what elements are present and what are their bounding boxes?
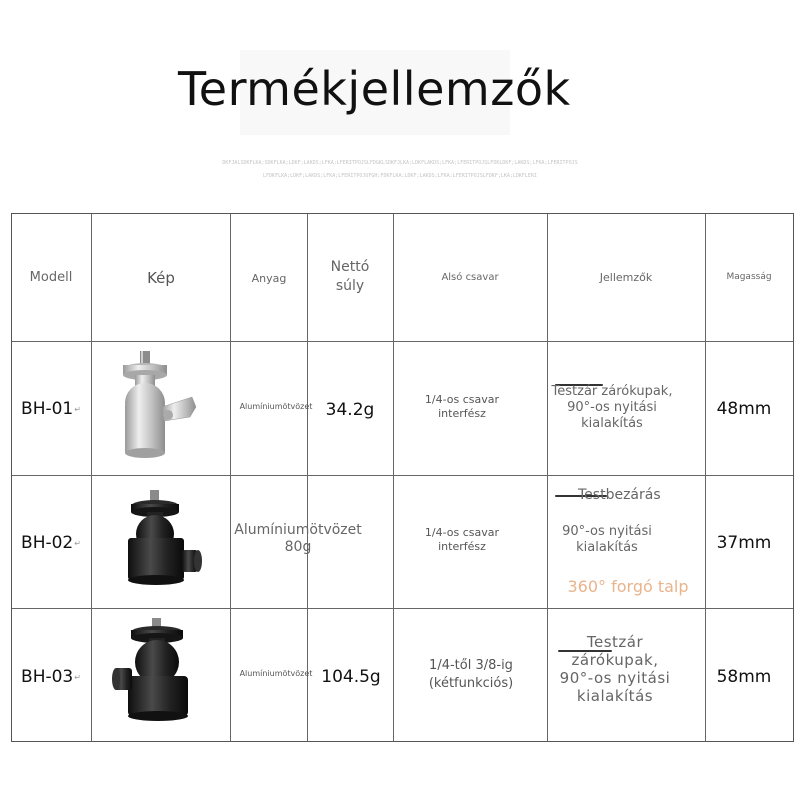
header-material: Anyag	[251, 272, 287, 285]
header-image: Kép	[147, 269, 175, 287]
row1-height: 48mm	[716, 399, 772, 419]
column-divider	[547, 214, 548, 741]
page-title: Termékjellemzők	[178, 62, 571, 116]
row2-features-accent: 360° forgó talp	[567, 577, 689, 596]
row-divider	[12, 341, 793, 342]
column-divider	[705, 214, 706, 741]
row2-features-line2: 90°-os nyitási kialakítás	[562, 524, 652, 555]
ball-head-bh03-image	[110, 612, 220, 740]
row3-features: Testzár zárókupak, 90°-os nyitási kialakítás	[559, 633, 671, 705]
row-divider	[12, 475, 793, 476]
row2-height: 37mm	[716, 533, 772, 553]
subtitle-line-1: DKFJALSDKFLKA;SDKFLKA;LDKF;LAKDS;LFKA;LFERITPOJSLFDGKLSDKFJLKA;LDKFLAKDS;LFKA;LFERITPOJSLFDKLDKF;LAKDS;LFKA;LFERITPOJS	[222, 160, 578, 166]
column-divider	[230, 214, 231, 741]
row1-weight: 34.2g	[325, 400, 375, 420]
row1-screw: 1/4-os csavar interfész	[424, 393, 500, 420]
header-screw: Alsó csavar	[441, 272, 499, 283]
row2-features-line1: Testbezárás	[578, 487, 661, 503]
row2-model: BH-02↵	[21, 533, 81, 553]
column-divider	[91, 214, 92, 741]
row1-material: Alumíniumötvözet	[239, 402, 313, 411]
row2-screw: 1/4-os csavar interfész	[424, 526, 500, 553]
header-model: Modell	[29, 270, 73, 285]
row3-material: Alumíniumötvözet	[239, 669, 313, 678]
ball-head-bh02-image	[110, 478, 220, 606]
column-divider	[307, 214, 308, 741]
header-features: Jellemzők	[599, 271, 653, 284]
header-height: Magasság	[726, 272, 772, 282]
row1-features: Testzár zárókupak, 90°-os nyitási kialakítás	[551, 384, 673, 431]
column-divider	[393, 214, 394, 741]
row2-material: Alumíniumötvözet 80g	[234, 522, 362, 555]
row3-height: 58mm	[716, 667, 772, 687]
row3-model: BH-03↵	[21, 667, 81, 687]
subtitle-line-2: LFDKFLKA;LDKF;LAKDS;LFKA;LFERITPOJUFGH;FDKFLKA;LDKF;LAKDS;LFKA;LFERITPOJSLFDKF;LKA;LDKFLERI	[263, 173, 537, 179]
row3-weight: 104.5g	[321, 667, 381, 687]
header-weight: Nettó súly	[330, 259, 370, 294]
row1-model: BH-01↵	[21, 399, 81, 419]
row3-screw: 1/4-től 3/8-ig (kétfunkciós)	[428, 658, 514, 691]
row-divider	[12, 608, 793, 609]
ball-head-bh01-image	[100, 345, 220, 473]
